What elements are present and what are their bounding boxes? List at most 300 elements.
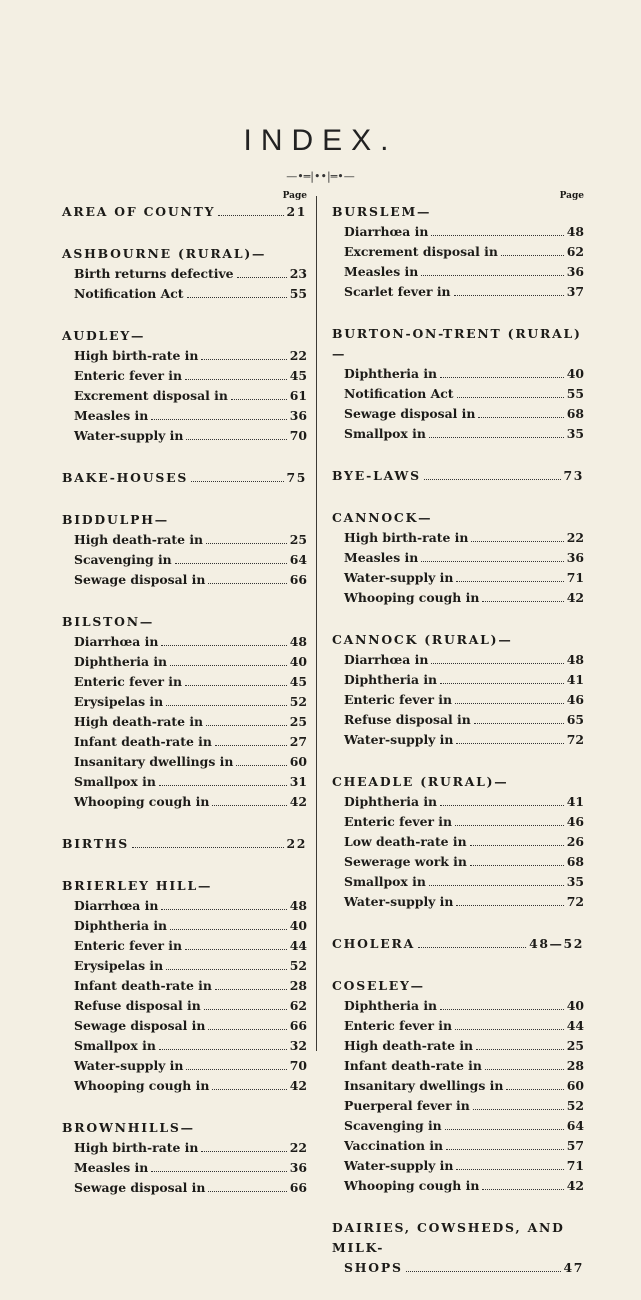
- leader-dots: [231, 399, 287, 400]
- index-section: [332, 508, 584, 608]
- entry-label: High death-rate in: [74, 714, 204, 729]
- entry-label: Diarrhœa in: [74, 898, 159, 913]
- index-entry: [62, 1138, 307, 1158]
- index-entry: [62, 264, 307, 284]
- index-entry: [332, 1116, 584, 1136]
- index-entry: [332, 1136, 584, 1156]
- index-entry: [332, 812, 584, 832]
- leader-dots: [236, 765, 286, 766]
- leader-dots: [166, 969, 287, 970]
- page-number: 48: [289, 898, 307, 913]
- index-entry: [62, 896, 307, 916]
- page-number: 46: [566, 814, 584, 829]
- page-number: 35: [566, 426, 584, 441]
- leader-dots: [187, 297, 287, 298]
- index-entry: [332, 568, 584, 588]
- index-entry: [332, 892, 584, 912]
- leader-dots: [440, 805, 564, 806]
- index-section: [62, 612, 307, 812]
- index-entry: [332, 1016, 584, 1036]
- leader-dots: [429, 885, 564, 886]
- entry-label: Diphtheria in: [344, 794, 438, 809]
- index-entry: [332, 282, 584, 302]
- leader-dots: [191, 481, 283, 482]
- entry-label: High birth-rate in: [74, 1140, 199, 1155]
- index-heading: AUDLEY—: [62, 328, 146, 343]
- index-section: [332, 202, 584, 302]
- entry-label: Enteric fever in: [344, 1018, 453, 1033]
- index-entry: [332, 528, 584, 548]
- entry-label: Enteric fever in: [344, 814, 453, 829]
- entry-label: Whooping cough in: [74, 1078, 210, 1093]
- page-number: 32: [289, 1038, 307, 1053]
- leader-dots: [215, 745, 287, 746]
- leader-dots: [212, 1089, 286, 1090]
- index-entry: [332, 852, 584, 872]
- entry-label: Smallpox in: [344, 874, 426, 889]
- leader-dots: [485, 1069, 564, 1070]
- leader-dots: [455, 825, 564, 826]
- page-number: 25: [289, 532, 307, 547]
- index-entry: [62, 1076, 307, 1096]
- leader-dots: [482, 1189, 563, 1190]
- leader-dots: [185, 379, 287, 380]
- index-heading: BAKE-HOUSES: [62, 470, 189, 485]
- index-heading-continuation: SHOPS: [344, 1260, 403, 1275]
- index-heading-entry: [332, 934, 584, 954]
- page-number: 55: [566, 386, 584, 401]
- page-number: 23: [289, 266, 307, 281]
- leader-dots: [208, 1191, 286, 1192]
- page-number: 45: [289, 674, 307, 689]
- index-section: [62, 202, 307, 222]
- index-entry: [332, 222, 584, 242]
- leader-dots: [159, 785, 287, 786]
- leader-dots: [440, 377, 564, 378]
- index-entry: [332, 404, 584, 424]
- leader-dots: [476, 1049, 564, 1050]
- entry-label: High birth-rate in: [344, 530, 469, 545]
- index-entry: [332, 384, 584, 404]
- index-entry: [62, 366, 307, 386]
- index-heading-entry: [62, 468, 307, 488]
- page-number: 36: [289, 408, 307, 423]
- leader-dots: [455, 1029, 564, 1030]
- right-column: [332, 190, 584, 1300]
- entry-label: Sewerage work in: [344, 854, 467, 869]
- index-entry: [332, 1156, 584, 1176]
- index-heading: BRIERLEY HILL—: [62, 878, 213, 893]
- leader-dots: [186, 439, 286, 440]
- index-heading: BROWNHILLS—: [62, 1120, 195, 1135]
- page-number: 62: [289, 998, 307, 1013]
- entry-label: High death-rate in: [74, 532, 204, 547]
- page-number: 57: [566, 1138, 584, 1153]
- index-entry: [62, 632, 307, 652]
- index-heading: BIRTHS: [62, 836, 130, 851]
- leader-dots: [206, 543, 287, 544]
- index-entry: [62, 712, 307, 732]
- leader-dots: [208, 583, 286, 584]
- index-entry: [62, 916, 307, 936]
- page-number: 62: [566, 244, 584, 259]
- page-number: 37: [566, 284, 584, 299]
- index-entry: [62, 1036, 307, 1056]
- leader-dots: [470, 865, 564, 866]
- index-entry: [62, 956, 307, 976]
- entry-label: Sewage disposal in: [344, 406, 476, 421]
- entry-label: Refuse disposal in: [74, 998, 201, 1013]
- entry-label: Vaccination in: [344, 1138, 444, 1153]
- index-entry: [62, 652, 307, 672]
- page-number: 42: [289, 794, 307, 809]
- index-entry: [332, 1036, 584, 1056]
- index-heading: BIDDULPH—: [62, 512, 169, 527]
- index-entry: [62, 550, 307, 570]
- page-number: 66: [289, 572, 307, 587]
- leader-dots: [151, 1171, 287, 1172]
- entry-label: Birth returns defective: [74, 266, 234, 281]
- entry-label: Diphtheria in: [344, 672, 438, 687]
- entry-label: Puerperal fever in: [344, 1098, 470, 1113]
- page-number: 44: [566, 1018, 584, 1033]
- page-number: 48: [566, 652, 584, 667]
- index-section: [332, 976, 584, 1196]
- leader-dots: [175, 563, 287, 564]
- entry-label: Enteric fever in: [74, 938, 183, 953]
- index-section: [62, 244, 307, 304]
- index-heading-entry: [332, 1258, 584, 1278]
- page-number: 42: [566, 590, 584, 605]
- leader-dots: [429, 437, 564, 438]
- leader-dots: [201, 1151, 286, 1152]
- leader-dots: [474, 723, 564, 724]
- leader-dots: [456, 743, 563, 744]
- page-number: 66: [289, 1018, 307, 1033]
- index-heading: CANNOCK (RURAL)—: [332, 632, 513, 647]
- index-entry: [332, 1176, 584, 1196]
- page-number: 52: [289, 694, 307, 709]
- column-divider: [316, 196, 317, 1051]
- page-number: 40: [289, 918, 307, 933]
- leader-dots: [166, 705, 287, 706]
- leader-dots: [418, 947, 526, 948]
- index-section: [332, 1218, 584, 1278]
- leader-dots: [482, 601, 563, 602]
- entry-label: Notification Act: [344, 386, 454, 401]
- index-section: [332, 466, 584, 486]
- leader-dots: [478, 417, 563, 418]
- entry-label: Smallpox in: [74, 774, 156, 789]
- entry-label: Diphtheria in: [74, 918, 168, 933]
- index-section: [332, 772, 584, 912]
- index-entry: [332, 364, 584, 384]
- leader-dots: [456, 905, 563, 906]
- index-entry: [332, 710, 584, 730]
- index-section: [62, 876, 307, 1096]
- page-number: 64: [566, 1118, 584, 1133]
- page-number: 70: [289, 428, 307, 443]
- index-entry: [62, 672, 307, 692]
- page-number: 55: [289, 286, 307, 301]
- index-entry: [62, 772, 307, 792]
- leader-dots: [421, 275, 564, 276]
- index-entry: [62, 284, 307, 304]
- entry-label: Water-supply in: [344, 570, 454, 585]
- index-heading: COSELEY—: [332, 978, 425, 993]
- entry-label: Measles in: [344, 264, 419, 279]
- page-number: 31: [289, 774, 307, 789]
- page-number: 60: [289, 754, 307, 769]
- leader-dots: [501, 255, 564, 256]
- index-section: [332, 630, 584, 750]
- index-entry: [62, 752, 307, 772]
- entry-label: Erysipelas in: [74, 694, 164, 709]
- index-entry: [332, 262, 584, 282]
- entry-label: Diphtheria in: [344, 366, 438, 381]
- leader-dots: [406, 1271, 561, 1272]
- entry-label: Diarrhœa in: [74, 634, 159, 649]
- entry-label: Diarrhœa in: [344, 224, 429, 239]
- entry-label: Measles in: [74, 1160, 149, 1175]
- entry-label: Insanitary dwellings in: [74, 754, 234, 769]
- index-heading-entry: [332, 466, 584, 486]
- leader-dots: [455, 703, 564, 704]
- page-number: 68: [566, 406, 584, 421]
- leader-dots: [440, 1009, 564, 1010]
- page-title: INDEX.: [243, 124, 398, 157]
- entry-label: Whooping cough in: [344, 590, 480, 605]
- entry-label: Smallpox in: [344, 426, 426, 441]
- leader-dots: [506, 1089, 563, 1090]
- index-entry: [332, 242, 584, 262]
- leader-dots: [161, 909, 286, 910]
- page-number: 36: [289, 1160, 307, 1175]
- page-number: 42: [566, 1178, 584, 1193]
- entry-label: Erysipelas in: [74, 958, 164, 973]
- index-heading: CHOLERA: [332, 936, 416, 951]
- entry-label: Water-supply in: [344, 1158, 454, 1173]
- entry-label: Enteric fever in: [344, 692, 453, 707]
- index-section: [62, 834, 307, 854]
- entry-label: Smallpox in: [74, 1038, 156, 1053]
- index-entry: [62, 426, 307, 446]
- entry-label: Notification Act: [74, 286, 184, 301]
- entry-label: Diphtheria in: [344, 998, 438, 1013]
- page-number: 21: [286, 204, 307, 219]
- entry-label: Measles in: [74, 408, 149, 423]
- entry-label: Whooping cough in: [74, 794, 210, 809]
- index-section: [62, 468, 307, 488]
- entry-label: Infant death-rate in: [74, 978, 212, 993]
- page-number: 44: [289, 938, 307, 953]
- page-number: 22: [289, 1140, 307, 1155]
- page-number: 48: [566, 224, 584, 239]
- page-number: 41: [566, 794, 584, 809]
- leader-dots: [446, 1149, 564, 1150]
- entry-label: Scarlet fever in: [344, 284, 451, 299]
- page-number: 36: [566, 550, 584, 565]
- index-entry: [62, 1158, 307, 1178]
- entry-label: Whooping cough in: [344, 1178, 480, 1193]
- index-heading: BURSLEM—: [332, 204, 432, 219]
- entry-label: Diphtheria in: [74, 654, 168, 669]
- leader-dots: [445, 1129, 564, 1130]
- leader-dots: [159, 1049, 287, 1050]
- entry-label: Insanitary dwellings in: [344, 1078, 504, 1093]
- page-number: 71: [566, 570, 584, 585]
- leader-dots: [454, 295, 564, 296]
- page-number: 48: [289, 634, 307, 649]
- entry-label: Scavenging in: [74, 552, 172, 567]
- index-heading: BYE-LAWS: [332, 468, 421, 483]
- entry-label: Diarrhœa in: [344, 652, 429, 667]
- index-entry: [332, 690, 584, 710]
- page-number: 64: [289, 552, 307, 567]
- entry-label: Water-supply in: [74, 428, 184, 443]
- leader-dots: [204, 1009, 287, 1010]
- page-number: 42: [289, 1078, 307, 1093]
- page-number: 25: [289, 714, 307, 729]
- leader-dots: [185, 685, 287, 686]
- entry-label: Scavenging in: [344, 1118, 442, 1133]
- leader-dots: [470, 845, 564, 846]
- entry-label: Measles in: [344, 550, 419, 565]
- leader-dots: [424, 479, 561, 480]
- entry-label: Enteric fever in: [74, 368, 183, 383]
- index-section: [62, 1118, 307, 1198]
- index-heading: CHEADLE (RURAL)—: [332, 774, 509, 789]
- leader-dots: [440, 683, 564, 684]
- entry-label: Sewage disposal in: [74, 572, 206, 587]
- page-number: 25: [566, 1038, 584, 1053]
- left-column: [62, 190, 307, 1220]
- index-entry: [62, 692, 307, 712]
- leader-dots: [456, 1169, 563, 1170]
- entry-label: Infant death-rate in: [344, 1058, 482, 1073]
- entry-label: Water-supply in: [344, 894, 454, 909]
- page-number: 70: [289, 1058, 307, 1073]
- entry-label: Water-supply in: [344, 732, 454, 747]
- index-heading: AREA OF COUNTY: [62, 204, 216, 219]
- index-entry: [62, 530, 307, 550]
- page-number: 47: [563, 1260, 584, 1275]
- leader-dots: [431, 663, 563, 664]
- page-number: 27: [289, 734, 307, 749]
- index-entry: [62, 1178, 307, 1198]
- leader-dots: [208, 1029, 286, 1030]
- page-number: 52: [289, 958, 307, 973]
- page-column-label: Page: [282, 191, 307, 201]
- index-entry: [332, 832, 584, 852]
- leader-dots: [215, 989, 287, 990]
- entry-label: Excrement disposal in: [344, 244, 498, 259]
- page-number: 60: [566, 1078, 584, 1093]
- page-number: 22: [286, 836, 307, 851]
- ornament-rule: —•═|••|═•—: [286, 170, 355, 183]
- leader-dots: [201, 359, 286, 360]
- page-number: 73: [563, 468, 584, 483]
- index-section: [332, 934, 584, 954]
- page-number: 28: [566, 1058, 584, 1073]
- entry-label: Low death-rate in: [344, 834, 467, 849]
- leader-dots: [206, 725, 287, 726]
- page-number: 65: [566, 712, 584, 727]
- index-section: [62, 510, 307, 590]
- page-number: 61: [289, 388, 307, 403]
- leader-dots: [421, 561, 564, 562]
- index-section: [62, 326, 307, 446]
- page-number: 46: [566, 692, 584, 707]
- index-entry: [332, 1076, 584, 1096]
- index-heading: BURTON-ON-TRENT (RURAL)—: [332, 326, 582, 361]
- index-entry: [62, 792, 307, 812]
- leader-dots: [212, 805, 286, 806]
- entry-label: Excrement disposal in: [74, 388, 228, 403]
- page-number: 40: [566, 366, 584, 381]
- index-heading: CANNOCK—: [332, 510, 433, 525]
- leader-dots: [185, 949, 287, 950]
- index-entry: [332, 1056, 584, 1076]
- index-heading-entry: [62, 834, 307, 854]
- index-entry: [332, 548, 584, 568]
- leader-dots: [237, 277, 287, 278]
- leader-dots: [161, 645, 286, 646]
- leader-dots: [132, 847, 284, 848]
- entry-label: Enteric fever in: [74, 674, 183, 689]
- page-number: 28: [289, 978, 307, 993]
- index-entry: [332, 424, 584, 444]
- entry-label: Sewage disposal in: [74, 1018, 206, 1033]
- page-number: 66: [289, 1180, 307, 1195]
- index-entry: [62, 386, 307, 406]
- page-number: 68: [566, 854, 584, 869]
- page-number: 45: [289, 368, 307, 383]
- page-number: 22: [566, 530, 584, 545]
- page-number: 40: [566, 998, 584, 1013]
- index-heading: BILSTON—: [62, 614, 155, 629]
- index-heading: DAIRIES, COWSHEDS, AND MILK-: [332, 1220, 565, 1255]
- leader-dots: [431, 235, 563, 236]
- index-entry: [62, 570, 307, 590]
- index-entry: [332, 670, 584, 690]
- leader-dots: [471, 541, 563, 542]
- index-entry: [332, 996, 584, 1016]
- index-entry: [62, 732, 307, 752]
- page-number: 41: [566, 672, 584, 687]
- index-entry: [332, 792, 584, 812]
- index-section: [332, 324, 584, 444]
- index-entry: [62, 976, 307, 996]
- index-entry: [62, 1016, 307, 1036]
- leader-dots: [473, 1109, 564, 1110]
- leader-dots: [170, 929, 287, 930]
- index-entry: [62, 936, 307, 956]
- page-number: 22: [289, 348, 307, 363]
- page-number: 72: [566, 894, 584, 909]
- page-column-label: Page: [559, 191, 584, 201]
- index-entry: [62, 406, 307, 426]
- leader-dots: [151, 419, 287, 420]
- page-number: 72: [566, 732, 584, 747]
- leader-dots: [457, 397, 564, 398]
- entry-label: Sewage disposal in: [74, 1180, 206, 1195]
- entry-label: Water-supply in: [74, 1058, 184, 1073]
- index-entry: [62, 346, 307, 366]
- leader-dots: [170, 665, 287, 666]
- entry-label: Infant death-rate in: [74, 734, 212, 749]
- entry-label: High death-rate in: [344, 1038, 474, 1053]
